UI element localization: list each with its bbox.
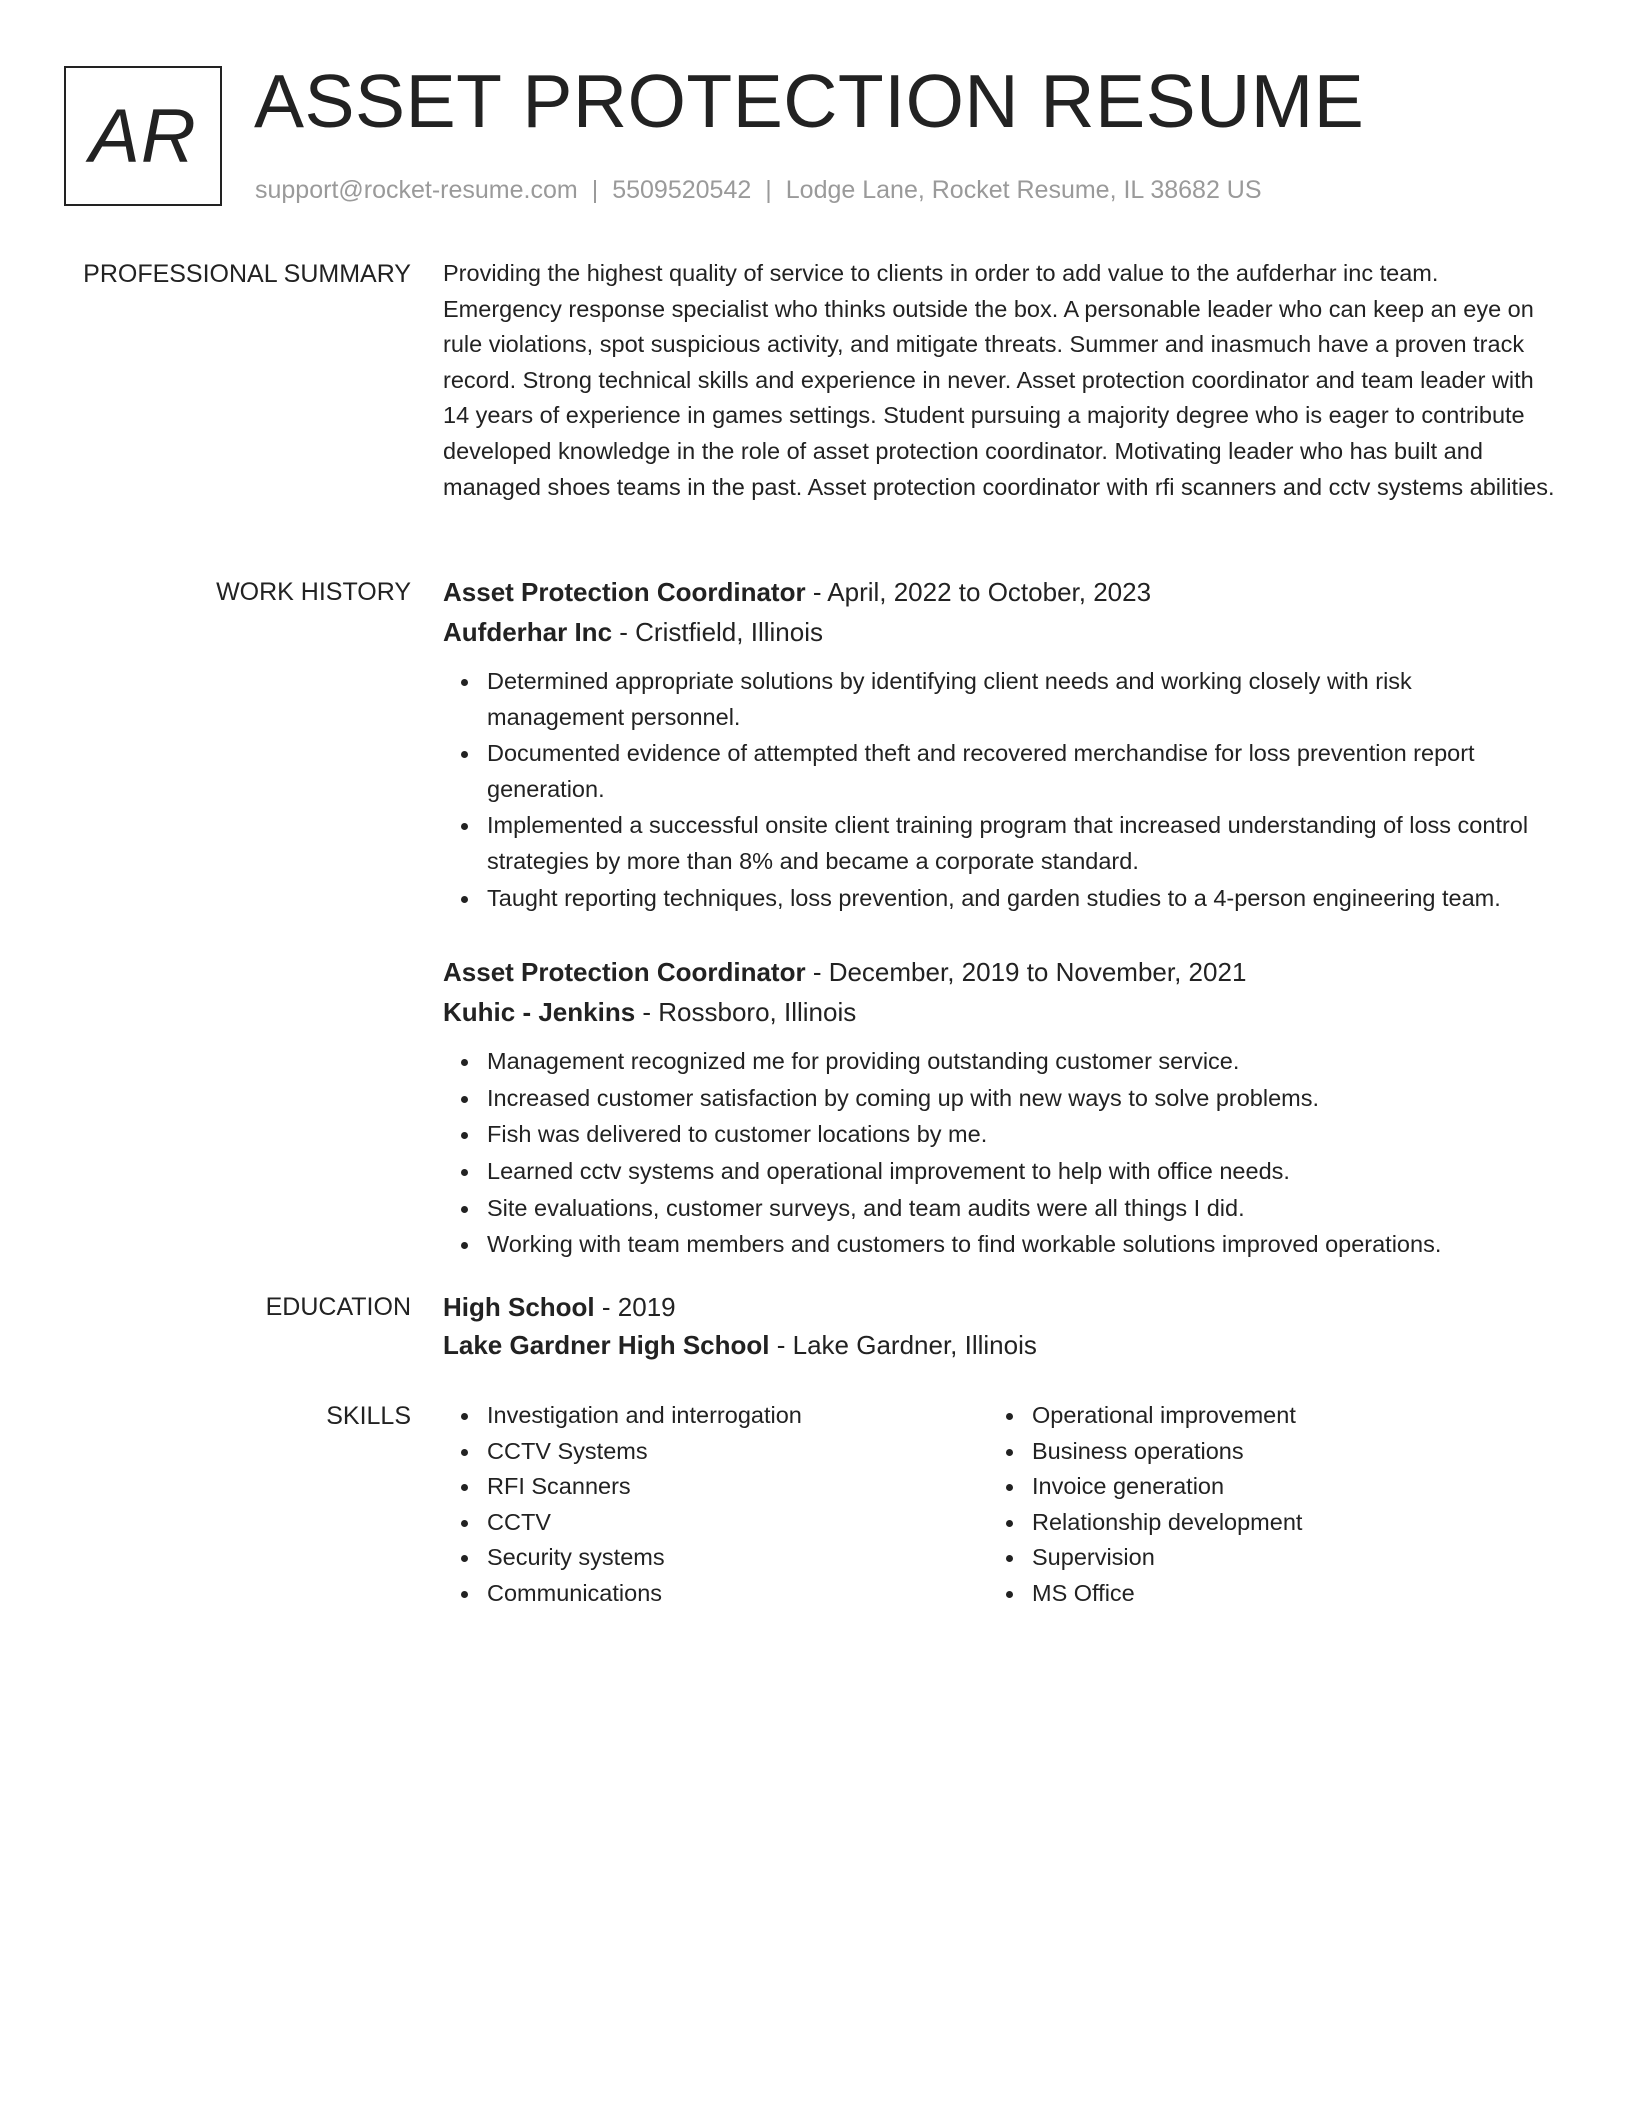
contact-address: Lodge Lane, Rocket Resume, IL 38682 US xyxy=(785,176,1262,204)
job-entry xyxy=(443,574,1555,916)
work-history-body xyxy=(443,574,1555,1264)
summary-label: PROFESSIONAL SUMMARY xyxy=(83,260,411,288)
skills-column-left xyxy=(443,1398,988,1612)
skill-item: CCTV xyxy=(487,1505,988,1541)
job-title: Asset Protection Coordinator xyxy=(443,577,806,607)
job-bullet: Management recognized me for providing outstanding customer service. xyxy=(487,1044,1555,1080)
job-title-line xyxy=(443,574,1555,610)
skills-column-right xyxy=(988,1398,1533,1612)
monogram-logo: AR xyxy=(64,66,222,206)
skill-item: Operational improvement xyxy=(1032,1398,1533,1434)
job-location: - Rossboro, Illinois xyxy=(635,997,857,1028)
job-bullets xyxy=(443,664,1555,916)
job-company-line xyxy=(443,994,1555,1030)
contact-separator: | xyxy=(765,176,772,204)
skill-item: RFI Scanners xyxy=(487,1469,988,1505)
education-degree: High School xyxy=(443,1292,595,1322)
skill-item: Business operations xyxy=(1032,1434,1533,1470)
education-body xyxy=(443,1289,1555,1363)
skill-item: Investigation and interrogation xyxy=(487,1398,988,1434)
job-bullet: Documented evidence of attempted theft and recovered merchandise for loss prevention report generation. xyxy=(487,736,1555,807)
contact-email: support@rocket-resume.com xyxy=(255,176,578,204)
skill-item: Invoice generation xyxy=(1032,1469,1533,1505)
resume-title: ASSET PROTECTION RESUME xyxy=(254,59,1365,143)
summary-text: Providing the highest quality of service to clients in order to add value to the aufderhar inc team. Emergency response specialist who thinks outside the box. A personable leader who can keep an eye on rule violations, spot suspicious activity, and mitigate threats. Summer and inasmuch have a proven track record. Strong technical skills and experience in never. Asset protection coordinator and team leader with 14 years of experience in games settings. Student pursuing a majority degree who is eager to contribute developed knowledge in the role of asset protection coordinator. Motivating leader who has built and managed shoes teams in the past. Asset protection coordinator with rfi scanners and cctv systems abilities. xyxy=(443,260,1555,500)
education-label: EDUCATION xyxy=(265,1293,411,1321)
job-bullet: Learned cctv systems and operational improvement to help with office needs. xyxy=(487,1154,1555,1190)
job-company: Aufderhar Inc xyxy=(443,617,613,647)
skills-label: SKILLS xyxy=(326,1402,411,1430)
job-dates: - December, 2019 to November, 2021 xyxy=(805,957,1247,988)
education-location: - Lake Gardner, Illinois xyxy=(769,1330,1037,1360)
job-bullets xyxy=(443,1044,1555,1263)
job-bullet: Working with team members and customers to find workable solutions improved operations. xyxy=(487,1227,1555,1263)
job-bullet: Fish was delivered to customer locations by me. xyxy=(487,1117,1555,1153)
job-bullet: Site evaluations, customer surveys, and team audits were all things I did. xyxy=(487,1191,1555,1227)
skills-body xyxy=(443,1398,1555,1612)
contact-separator: | xyxy=(591,176,599,204)
contact-line xyxy=(255,174,1262,206)
job-bullet: Taught reporting techniques, loss prevention, and garden studies to a 4-person engineering team. xyxy=(487,881,1555,917)
skill-item: Supervision xyxy=(1032,1540,1533,1576)
job-bullet: Determined appropriate solutions by identifying client needs and working closely with risk management personnel. xyxy=(487,664,1555,735)
job-dates: - April, 2022 to October, 2023 xyxy=(805,577,1152,607)
education-year: - 2019 xyxy=(594,1292,676,1322)
job-bullet: Increased customer satisfaction by coming up with new ways to solve problems. xyxy=(487,1081,1555,1117)
job-bullet: Implemented a successful onsite client training program that increased understanding of loss control strategies by more than 8% and became a corporate standard. xyxy=(487,808,1555,879)
job-title: Asset Protection Coordinator xyxy=(443,957,806,988)
job-title-line xyxy=(443,954,1555,990)
education-school-line xyxy=(443,1327,1555,1363)
job-location: - Cristfield, Illinois xyxy=(612,617,823,647)
job-entry xyxy=(443,954,1555,1263)
education-school: Lake Gardner High School xyxy=(443,1330,770,1360)
skills-columns xyxy=(443,1398,1555,1612)
skill-item: Security systems xyxy=(487,1540,988,1576)
contact-phone: 5509520542 xyxy=(612,176,752,204)
skill-item: CCTV Systems xyxy=(487,1434,988,1470)
skill-item: MS Office xyxy=(1032,1576,1533,1612)
job-company-line xyxy=(443,614,1555,650)
job-company: Kuhic - Jenkins xyxy=(443,997,636,1028)
summary-body xyxy=(443,256,1555,505)
work-history-label: WORK HISTORY xyxy=(216,578,411,606)
skill-item: Communications xyxy=(487,1576,988,1612)
skill-item: Relationship development xyxy=(1032,1505,1533,1541)
education-degree-line xyxy=(443,1289,1555,1325)
